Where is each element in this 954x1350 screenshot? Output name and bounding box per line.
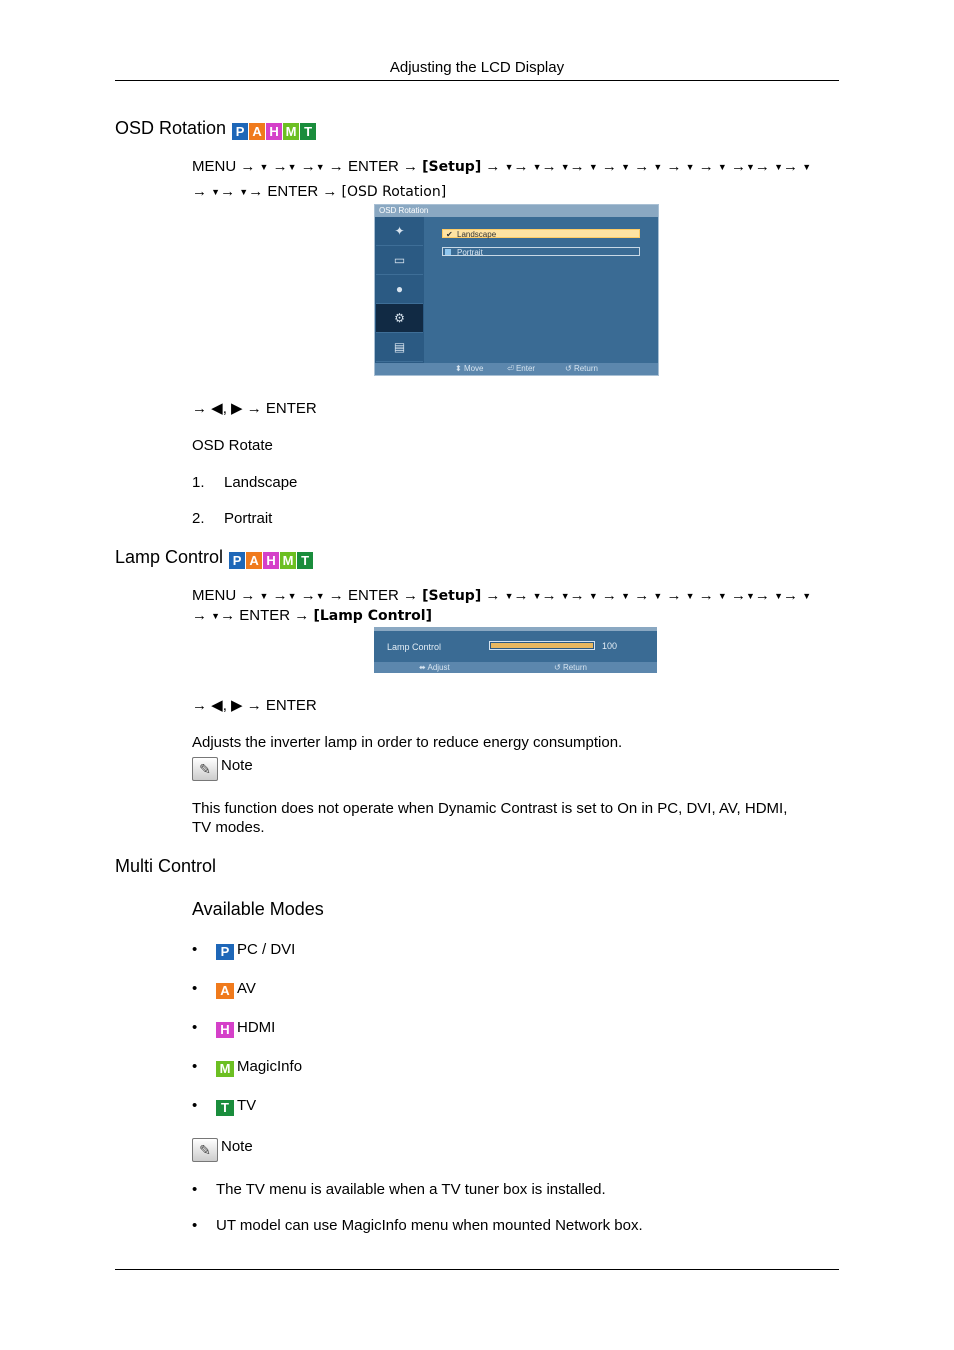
note-icon: ✎	[192, 757, 218, 781]
mode-badges: P A H M T	[229, 549, 314, 570]
lamp-note-line2: TV modes.	[192, 819, 265, 836]
path-enter: ENTER →	[347, 158, 418, 175]
list-item: • P PC / DVI	[192, 941, 296, 959]
path-setup: [Setup]	[422, 159, 482, 175]
mode-badge-a: A	[249, 123, 265, 140]
list-item: 1. Landscape	[192, 474, 298, 491]
lamp-note-line1: This function does not operate when Dynamic Contrast is set to On in PC, DVI, AV, HDMI,	[192, 800, 788, 817]
osd-footer	[375, 363, 658, 375]
lamp-control-path-line1: MENU → ▼ →▼ →▼ → ENTER → [Setup] → ▼→ ▼→ ▼→ ▼ → ▼ → ▼ → ▼ → ▼ →▼→ ▼→ ▼	[192, 587, 812, 604]
sound-icon: ▭	[376, 246, 423, 275]
option-portrait[interactable]: Portrait	[442, 247, 640, 256]
path-menu: MENU →	[192, 158, 256, 175]
lamp-osd-footer	[374, 662, 657, 673]
osd-rotate-subtitle: OSD Rotate	[192, 437, 273, 454]
list-item: • The TV menu is available when a TV tuner box is installed.	[192, 1181, 606, 1198]
footer-move: ⬍ Move	[455, 364, 484, 373]
path-target-osd-rotation: [OSD Rotation]	[341, 184, 447, 200]
footer-return: ↺ Return	[554, 663, 587, 672]
lamp-control-adjust: → ◀, ▶ → ENTER	[192, 697, 317, 714]
lamp-control-label: Lamp Control	[387, 642, 442, 652]
lamp-control-value: 100	[602, 641, 618, 651]
footer-adjust: ⬌ Adjust	[419, 663, 450, 672]
mode-badge-t: T	[300, 123, 316, 140]
check-icon: ✔	[446, 230, 453, 239]
footer-return: ↺ Return	[565, 364, 598, 373]
lamp-control-path-line2: → ▼→ ENTER → [Lamp Control]	[192, 607, 432, 624]
osd-rotation-screen	[374, 204, 659, 376]
note-heading: ✎ Note	[192, 1137, 253, 1162]
lamp-control-slider[interactable]	[489, 641, 595, 650]
mode-icon-m: M	[216, 1061, 234, 1077]
mode-icon-p: P	[216, 944, 234, 960]
section-title-osd-rotation	[115, 118, 317, 141]
note-icon: ✎	[192, 1138, 218, 1162]
lamp-control-screen	[374, 627, 657, 673]
lamp-control-slider-fill	[491, 643, 593, 648]
list-item: • T TV	[192, 1097, 257, 1115]
channel-icon: ●	[376, 275, 423, 304]
osd-rotation-title: OSD Rotation	[115, 118, 227, 138]
section-title-multi-control: Multi Control	[115, 856, 217, 876]
page-header: Adjusting the LCD Display	[389, 59, 565, 76]
list-item: • A AV	[192, 980, 256, 998]
available-modes-title: Available Modes	[192, 899, 324, 919]
list-item: • H HDMI	[192, 1019, 276, 1037]
mode-badge-m: M	[283, 123, 299, 140]
osd-rotation-path-line1: MENU → ▼ →▼ →▼ → ENTER → [Setup] → ▼→ ▼→ ▼→ ▼ → ▼ → ▼ → ▼ → ▼ →▼→ ▼→ ▼	[192, 158, 812, 175]
list-item: • M MagicInfo	[192, 1058, 303, 1076]
note-heading: ✎ Note	[192, 756, 253, 781]
option-landscape[interactable]: ✔ Landscape	[442, 229, 640, 238]
mode-icon-a: A	[216, 983, 234, 999]
list-item: 2. Portrait	[192, 510, 273, 527]
osd-sidebar	[375, 217, 424, 364]
section-title-lamp-control	[115, 547, 314, 570]
osd-rotation-adjust: → ◀, ▶ → ENTER	[192, 400, 317, 417]
mode-badge-h: H	[266, 123, 282, 140]
path-enter-2: ENTER →	[267, 183, 338, 200]
osd-rotation-path-line2: → ▼→ ▼→ ENTER → [OSD Rotation]	[192, 183, 447, 200]
picture-icon: ✦	[376, 217, 423, 246]
footer-rule	[115, 1269, 839, 1270]
lamp-control-description: Adjusts the inverter lamp in order to reduce energy consumption.	[192, 734, 623, 751]
mode-badge-p: P	[232, 123, 248, 140]
mode-badges	[232, 120, 317, 141]
path-target-lamp-control: [Lamp Control]	[313, 608, 432, 624]
setup-gear-icon: ⚙	[376, 304, 423, 333]
header-rule	[115, 80, 839, 81]
mode-icon-t: T	[216, 1100, 234, 1116]
footer-enter: ⏎ Enter	[507, 364, 536, 373]
list-item: • UT model can use MagicInfo menu when mounted Network box.	[192, 1217, 643, 1234]
mode-icon-h: H	[216, 1022, 234, 1038]
radio-icon	[445, 249, 451, 255]
input-icon: ▤	[376, 333, 423, 362]
lamp-control-title: Lamp Control	[115, 547, 224, 567]
osd-screen-title: OSD Rotation	[375, 205, 658, 217]
